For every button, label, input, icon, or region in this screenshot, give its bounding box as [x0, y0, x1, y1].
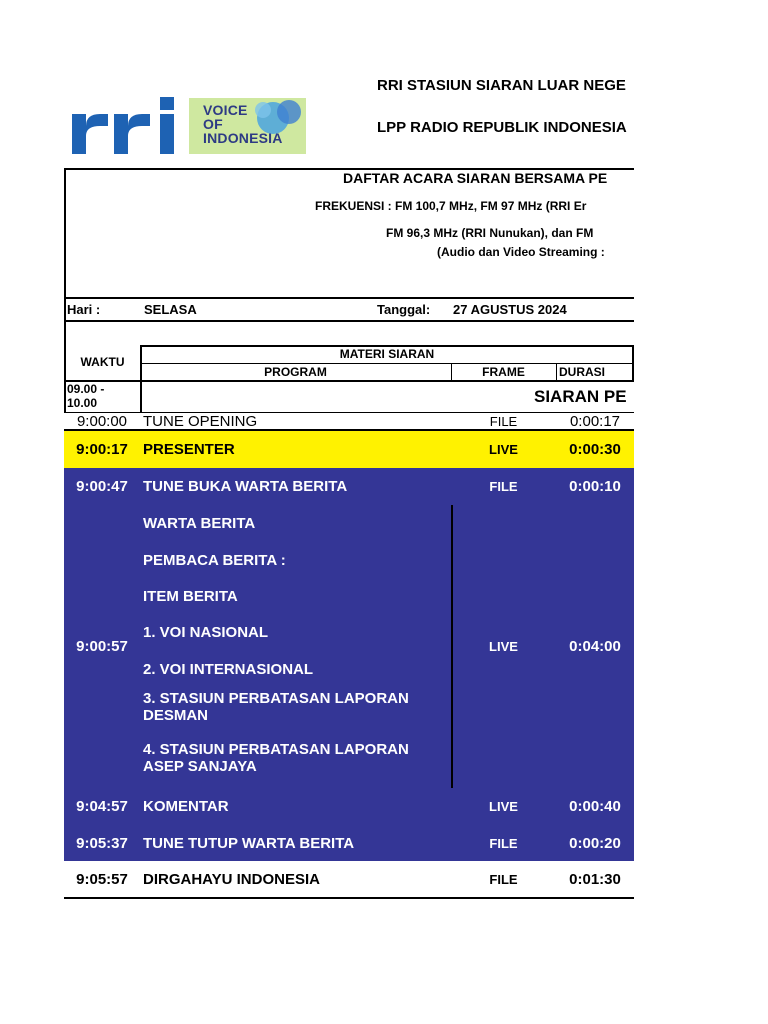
table-row-frame: LIVE — [451, 431, 558, 470]
voi-logo-text — [203, 103, 283, 145]
table-row-program: TUNE BUKA WARTA BERITA — [140, 468, 453, 507]
frequency-line: FREKUENSI : FM 100,7 MHz, FM 97 MHz (RRI Er — [315, 199, 587, 213]
divider — [556, 364, 557, 381]
frequency-line-2: FM 96,3 MHz (RRI Nunukan), dan FM — [386, 226, 594, 240]
rri-logo-icon — [70, 96, 182, 154]
table-row-durasi: 0:00:17 — [556, 413, 634, 431]
news-item: WARTA BERITA — [140, 505, 453, 544]
table-row-frame: FILE — [451, 413, 558, 431]
divider — [64, 320, 634, 322]
rri-logo — [70, 96, 182, 154]
table-row-frame: FILE — [451, 468, 558, 507]
voi-line-2: OF — [203, 116, 223, 132]
news-item: 4. STASIUN PERBATASAN LAPORAN ASEP SANJAYA — [140, 727, 453, 790]
table-row-time: 9:00:57 — [64, 505, 142, 790]
divider — [140, 363, 634, 364]
table-row-program: KOMENTAR — [140, 788, 453, 827]
table-row-program: DIRGAHAYU INDONESIA — [140, 861, 453, 899]
table-row-durasi: 0:00:10 — [556, 468, 634, 507]
organization-name: LPP RADIO REPUBLIK INDONESIA — [377, 119, 627, 136]
table-row-program: TUNE TUTUP WARTA BERITA — [140, 825, 453, 863]
voi-line-3: INDONESIA — [203, 130, 283, 146]
table-row-durasi: 0:01:30 — [556, 861, 634, 899]
table-row-time: 9:05:57 — [64, 861, 142, 899]
divider — [64, 297, 634, 299]
date-value: 27 AGUSTUS 2024 — [453, 302, 567, 317]
col-materi-header: MATERI SIARAN — [339, 347, 435, 361]
table-row-frame: FILE — [451, 861, 558, 899]
news-item: 2. VOI INTERNASIONAL — [140, 651, 453, 689]
news-item: ITEM BERITA — [140, 578, 453, 616]
table-row-frame: LIVE — [451, 505, 558, 790]
news-item: 3. STASIUN PERBATASAN LAPORAN DESMAN — [140, 687, 453, 729]
table-row-durasi: 0:00:40 — [556, 788, 634, 827]
table-row-time: 9:04:57 — [64, 788, 142, 827]
segment-time: 09.00 - 10.00 — [67, 382, 105, 410]
divider — [64, 380, 634, 382]
segment-title: SIARAN PE — [534, 387, 627, 406]
streaming-line: (Audio dan Video Streaming : — [437, 245, 605, 259]
table-row-time: 9:00:00 — [64, 413, 142, 431]
news-item: PEMBACA BERITA : — [140, 542, 453, 580]
table-row-durasi: 0:04:00 — [556, 505, 634, 790]
table-row-time: 9:00:47 — [64, 468, 142, 507]
table-row-frame: FILE — [451, 825, 558, 863]
voi-logo — [189, 96, 306, 154]
table-row-durasi: 0:00:30 — [556, 431, 634, 470]
document-title: DAFTAR ACARA SIARAN BERSAMA PE — [343, 170, 608, 186]
table-row-program: TUNE OPENING — [140, 413, 453, 431]
divider — [140, 381, 142, 413]
table-row-durasi: 0:00:20 — [556, 825, 634, 863]
day-label: Hari : — [67, 302, 101, 317]
date-label: Tanggal: — [377, 302, 431, 317]
table-row-frame: LIVE — [451, 788, 558, 827]
col-frame-header: FRAME — [482, 365, 525, 379]
col-durasi-header: DURASI — [559, 365, 606, 379]
col-program-header: PROGRAM — [264, 365, 327, 379]
station-name: RRI STASIUN SIARAN LUAR NEGE — [377, 77, 626, 94]
voi-line-1: VOICE — [203, 102, 248, 118]
day-value: SELASA — [144, 302, 197, 317]
table-row-program: PRESENTER — [140, 431, 453, 470]
col-waktu-header: WAKTU — [80, 355, 125, 369]
table-row-time: 9:05:37 — [64, 825, 142, 863]
news-item: 1. VOI NASIONAL — [140, 614, 453, 653]
table-row-time: 9:00:17 — [64, 431, 142, 470]
